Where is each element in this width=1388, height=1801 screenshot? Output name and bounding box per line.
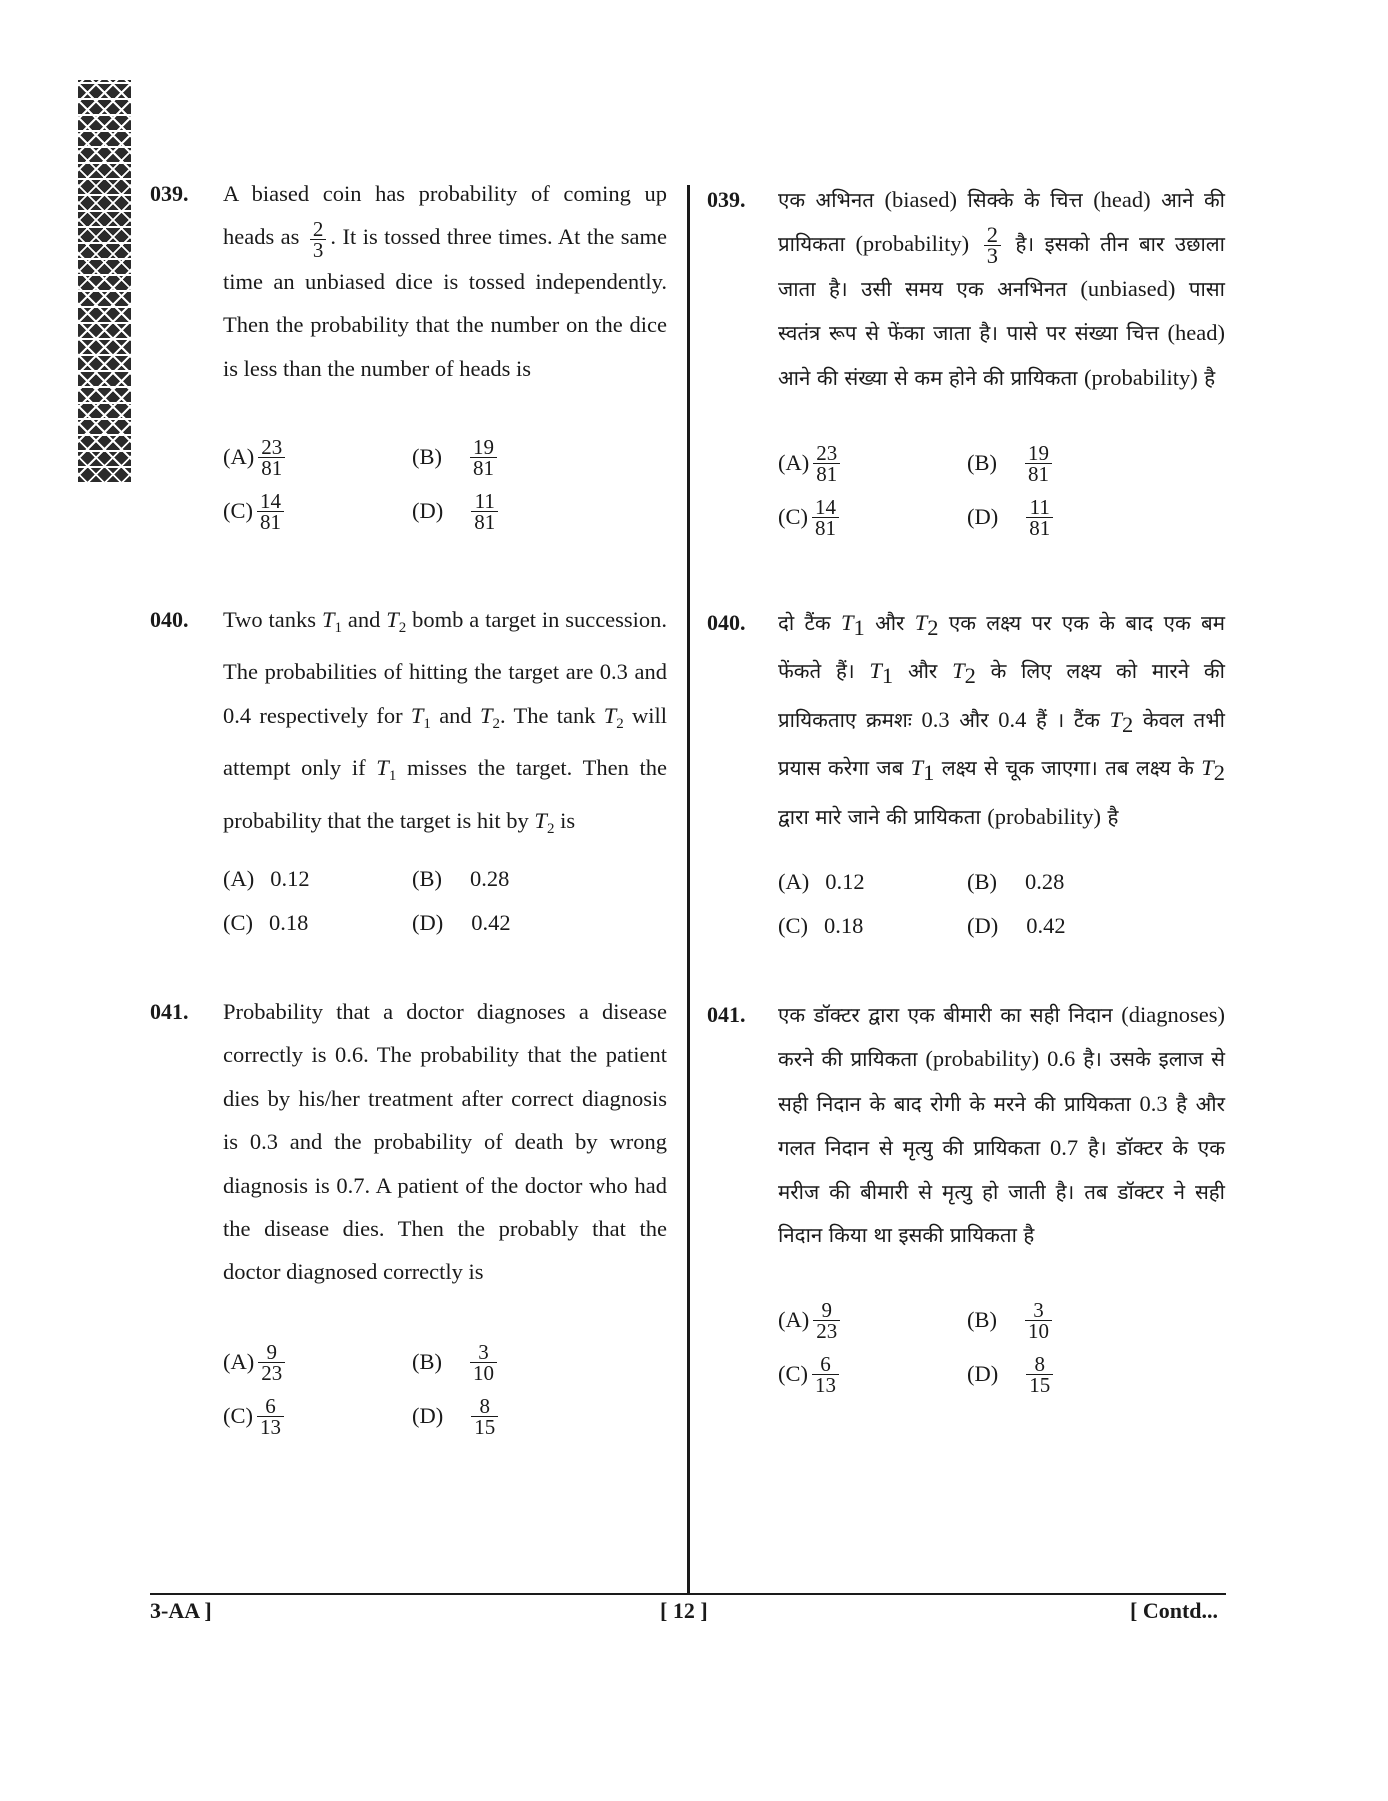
- options: [223, 430, 643, 538]
- fraction: $\frac{2}{3}$: [310, 219, 327, 260]
- option-c[interactable]: (C) 0.18: [778, 913, 864, 938]
- question-number: 040.: [707, 610, 746, 635]
- question-number: 041.: [707, 1002, 746, 1027]
- option-a[interactable]: (A) 0.12: [778, 869, 865, 894]
- option-b[interactable]: (B) 0.28: [412, 866, 510, 891]
- option-a[interactable]: (A) 0.12: [223, 866, 310, 891]
- column-divider: [687, 185, 690, 1593]
- question-text: एक डॉक्टर द्वारा एक बीमारी का सही निदान (diagnoses) करने की प्रायिकता (probability) 0.6 है। उसके इलाज से सही निदान के बाद रोगी के मरने की प्रायिकता 0.3 है और गलत निदान से मृत्यु की प्रायिकता 0.7 है। डॉक्टर के एक मरीज की बीमारी से मृत्यु हो जाती है। तब डॉक्टर ने सही निदान किया था इसकी प्रायिकता है: [778, 1002, 1225, 1248]
- question-number: 040.: [150, 607, 189, 632]
- option-c[interactable]: (C) $\frac{6}{13}$: [223, 1389, 288, 1443]
- question-text: Probability that a doctor diagnoses a disease correctly is 0.6. The probability that the patient dies by his/her treatment after correct diagnosis is 0.3 and the probability of death by wrong diagnosis is 0.7. A patient of the doctor who had the disease dies. Then the probably that the doctor diagnosed correctly is: [223, 999, 667, 1285]
- continued-label: [ Contd...: [1130, 1598, 1219, 1623]
- option-a[interactable]: (A) $\frac{23}{81}$: [223, 430, 289, 484]
- question-text: एक अभिनत (biased) सिक्के के चित्त (head) आने की प्रायिकता (probability) $\frac{2}{3}$ है। इसको तीन बार उछाला जाता है। उसी समय एक अनभिनत (unbiased) पासा स्वतंत्र रूप से फेंका जाता है। पासे पर संख्या चित्त (head) आने की संख्या से कम होने की प्रायिकता (probability) है: [778, 187, 1225, 390]
- fraction: $\frac{2}{3}$: [984, 225, 1001, 266]
- option-d[interactable]: (D) 0.42: [412, 910, 511, 935]
- option-d[interactable]: (D) $\frac{8}{15}$: [967, 1347, 1057, 1401]
- option-b[interactable]: (B) 0.28: [967, 869, 1065, 894]
- options: [778, 860, 1198, 948]
- footer-rule: [150, 1593, 1226, 1595]
- question-number: 039.: [150, 181, 189, 206]
- page-number: [ 12 ]: [660, 1598, 708, 1623]
- option-b[interactable]: (B) $\frac{19}{81}$: [967, 436, 1056, 490]
- booklet-code: 3-AA ]: [150, 1598, 212, 1623]
- option-b[interactable]: (B) $\frac{19}{81}$: [412, 430, 501, 484]
- option-a[interactable]: (A) $\frac{23}{81}$: [778, 436, 844, 490]
- option-d[interactable]: (D) $\frac{8}{15}$: [412, 1389, 502, 1443]
- option-a[interactable]: (A) $\frac{9}{23}$: [778, 1293, 844, 1347]
- decorative-border: [78, 80, 131, 482]
- option-d[interactable]: (D) $\frac{11}{81}$: [967, 490, 1057, 544]
- question-text: Two tanks $T_1$ and $T_2$ bomb a target in succession. The probabilities of hitting the target are 0.3 and 0.4 respectively for $T_1$ and $T_2$. The tank $T_2$ will attempt only if $T_1$ misses the target. Then the probability that the target is hit by $T_2$ is: [223, 607, 668, 837]
- options: [778, 436, 1198, 544]
- option-b[interactable]: (B) $\frac{3}{10}$: [967, 1293, 1056, 1347]
- option-b[interactable]: (B) $\frac{3}{10}$: [412, 1335, 501, 1389]
- option-c[interactable]: (C) $\frac{14}{81}$: [223, 484, 288, 538]
- option-d[interactable]: (D) 0.42: [967, 913, 1066, 938]
- options: [778, 1293, 1198, 1401]
- option-a[interactable]: (A) $\frac{9}{23}$: [223, 1335, 289, 1389]
- options: [223, 1335, 643, 1443]
- question-number: 041.: [150, 999, 189, 1024]
- options: [223, 857, 643, 945]
- option-d[interactable]: (D) $\frac{11}{81}$: [412, 484, 502, 538]
- option-c[interactable]: (C) $\frac{6}{13}$: [778, 1347, 843, 1401]
- question-text: A biased coin has probability of coming up heads as $\frac{2}{3}$ . It is tossed three times. At the same time an unbiased dice is tossed independently. Then the probability that the number on the dice is less than the number of heads is: [223, 181, 667, 381]
- option-c[interactable]: (C) $\frac{14}{81}$: [778, 490, 843, 544]
- option-c[interactable]: (C) 0.18: [223, 910, 309, 935]
- question-text: दो टैंक $T_1$ और $T_2$ एक लक्ष्य पर एक के बाद एक बम फेंकते हैं। $T_1$ और $T_2$ के लिए लक्ष्य को मारने की प्रायिकताए क्रमशः 0.3 और 0.4 हैं । टैंक $T_2$ केवल तभी प्रयास करेगा जब $T_1$ लक्ष्य से चूक जाएगा। तब लक्ष्य के $T_2$ द्वारा मारे जाने की प्रायिकता (probability) है: [778, 610, 1225, 829]
- question-number: 039.: [707, 187, 746, 212]
